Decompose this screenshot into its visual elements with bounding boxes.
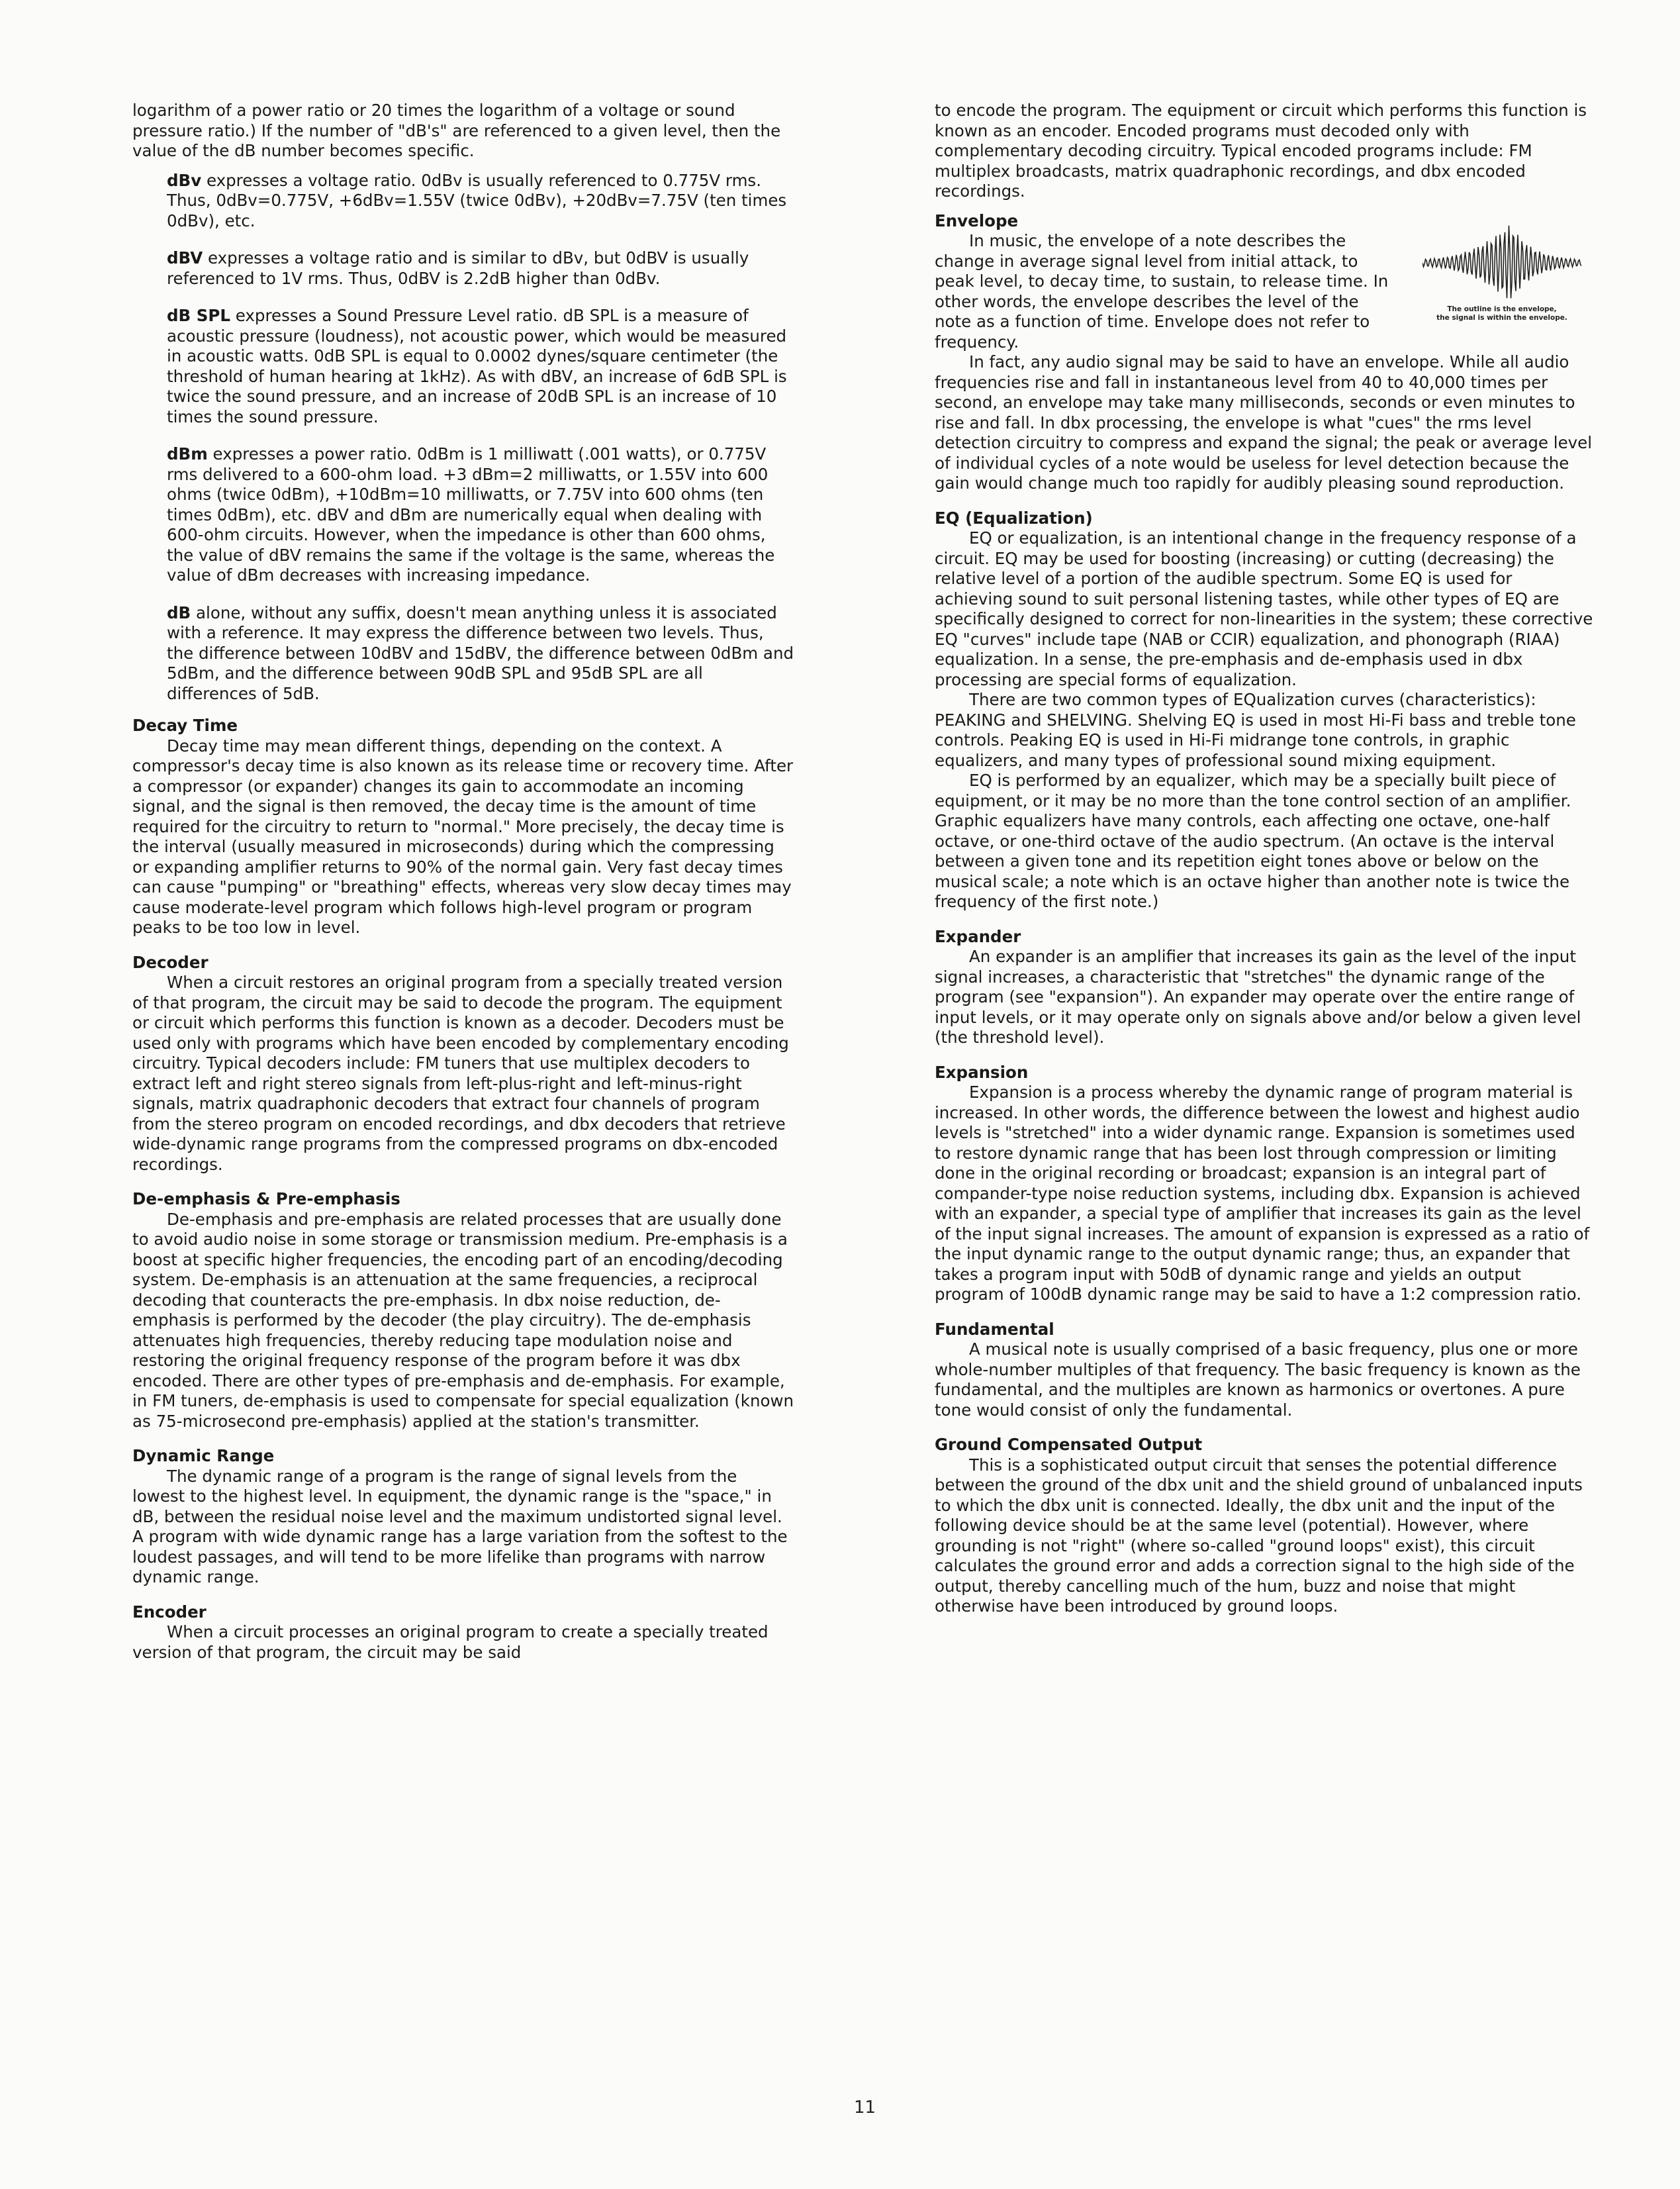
- right-column: [935, 101, 1595, 1631]
- entry-expander: [935, 927, 1595, 1048]
- entry-heading: Envelope: [935, 211, 1019, 230]
- entry-paragraph: The dynamic range of a program is the range of signal levels from the lowest to the highest level. In equipment, the dynamic range is the "space," in dB, between the residual noise level and the maximum undistorted signal level. A program with wide dynamic range has a large variation from the softest to the loudest passages, and will tend to be more lifelike than programs with narrow dynamic range.: [132, 1466, 788, 1586]
- entry-paragraph: An expander is an amplifier that increases its gain as the level of the input signal increases, a characteristic that "stretches" the dynamic range of the program (see "expansion"). An expander may operate over the entire range of input levels, or it may operate only on signals above and/or below a given level (the threshold level).: [935, 947, 1581, 1047]
- entry-fundamental: [935, 1320, 1595, 1421]
- db-term-dbm: [167, 444, 794, 586]
- entry-paragraph: This is a sophisticated output circuit that senses the potential difference between the ground of the dbx unit and the shield ground of unbalanced inputs to which the dbx unit is connected. Ideally, the dbx unit and the input of the following device should be at the same level (potential). However, where grounding is not "right" (where so-called "ground loops" exist), this circuit calculates the ground error and adds a correction signal to the high side of the output, thereby cancelling much of the hum, buzz and noise that might otherwise have been introduced by ground loops.: [935, 1455, 1583, 1616]
- entry-paragraph: When a circuit processes an original program to create a specially treated version of that program, the circuit may be said: [132, 1622, 769, 1662]
- term-label: dB: [167, 603, 191, 622]
- entry-heading: Fundamental: [935, 1319, 1054, 1339]
- entry-paragraph: De-emphasis and pre-emphasis are related processes that are usually done to avoid audio noise in some storage or transmission medium. Pre-emphasis is a boost at specific higher frequencies, the encoding part of an encoding/decoding system. De-emphasis is an attenuation at the same frequencies, a reciprocal decoding that counteracts the pre-emphasis. In dbx noise reduction, de-emphasis is performed by the decoder (the play circuitry). The de-emphasis attenuates high frequencies, thereby reducing tape modulation noise and restoring the original frequency response of the program before it was dbx encoded. There are other types of pre-emphasis and de-emphasis. For example, in FM tuners, de-emphasis is used to compensate for special equalization (known as 75-microsecond pre-emphasis) applied at the station's transmitter.: [132, 1209, 794, 1431]
- intro-paragraph: logarithm of a power ratio or 20 times the logarithm of a voltage or sound pressure ratio.) If the number of "dB's" are referenced to a given level, then the value of the dB number becomes specific.: [132, 101, 781, 160]
- entry-heading: EQ (Equalization): [935, 508, 1093, 528]
- entry-paragraph: In music, the envelope of a note describes the change in average signal level from initial attack, to peak level, to decay time, to sustain, to release time. In other words, the envelope describes the level of the note as a function of time. Envelope does not refer to frequency.: [935, 231, 1389, 352]
- term-text: expresses a power ratio. 0dBm is 1 milliwatt (.001 watts), or 0.775V rms delivered to a 600-ohm load. +3 dBm=2 milliwatts, or 1.55V into 600 ohms (twice 0dBm), +10dBm=10 milliwatts, or 7.75V into 600 ohms (ten times 0dBm), etc. dBV and dBm are numerically equal when dealing with 600-ohm circuits. However, when the impedance is other than 600 ohms, the value of dBV remains the same if the voltage is the same, whereas the value of dBm decreases with increasing impedance.: [167, 444, 775, 585]
- entry-paragraph: EQ or equalization, is an intentional change in the frequency response of a circuit. EQ may be used for boosting (increasing) or cutting (decreasing) the relative level of a portion of the audible spectrum. Some EQ is used for achieving sound to suit personal listening tastes, while other types of EQ are specifically designed to correct for non-linearities in the system; these corrective EQ "curves" include tape (NAB or CCIR) equalization, and phonograph (RIAA) equalization. In a sense, the pre-emphasis and de-emphasis used in dbx processing are special forms of equalization.: [935, 528, 1593, 689]
- term-text: expresses a Sound Pressure Level ratio. dB SPL is a measure of acoustic pressure (loudness), not acoustic power, which would be measured in acoustic watts. 0dB SPL is equal to 0.0002 dynes/square centimeter (the threshold of human hearing at 1kHz). As with dBV, an increase of 6dB SPL is twice the sound pressure, and an increase of 20dB SPL is an increase of 10 times the sound pressure.: [167, 306, 787, 426]
- envelope-waveform-illustration: [1423, 223, 1581, 303]
- term-label: dBv: [167, 170, 202, 190]
- entry-eq: [935, 509, 1595, 912]
- entry-paragraph: Decay time may mean different things, depending on the context. A compressor's decay time is also known as its release time or recovery time. After a compressor (or expander) changes its gain to accommodate an incoming signal, and the signal is then removed, the decay time is the amount of time required for the circuitry to return to "normal." More precisely, the decay time is the interval (usually measured in microseconds) during which the compressing or expanding amplifier returns to 90% of the normal gain. Very fast decay times can cause "pumping" or "breathing" effects, whereas very slow decay times may cause moderate-level program which follows high-level program or program peaks to be too low in level.: [132, 736, 794, 937]
- envelope-figure: [1409, 223, 1595, 322]
- term-text: alone, without any suffix, doesn't mean anything unless it is associated with a reference. It may express the difference between two levels. Thus, the difference between 10dBV and 15dBV, the difference between 0dBm and 5dBm, and the difference between 90dB SPL and 95dB SPL are all differences of 5dB.: [167, 603, 794, 703]
- entry-paragraph: Expansion is a process whereby the dynamic range of program material is increased. In other words, the difference between the lowest and highest audio levels is "stretched" into a wider dynamic range. Expansion is sometimes used to restore dynamic range that has been lost through compression or limiting done in the original recording or broadcast; expansion is an integral part of compander-type noise reduction systems, including dbx. Expansion is achieved with an expander, a special type of amplifier that increases its gain as the level of the input signal increases. The amount of expansion is expressed as a ratio of the input dynamic range to the output dynamic range; thus, an expander that takes a program input with 50dB of dynamic range and yields an output program of 100dB dynamic range may be said to have a 1:2 compression ratio.: [935, 1083, 1590, 1304]
- entry-heading: Decoder: [132, 952, 209, 972]
- left-column: [132, 101, 794, 1677]
- entry-heading: Expansion: [935, 1062, 1029, 1082]
- entry-heading: Encoder: [132, 1602, 207, 1622]
- term-label: dBV: [167, 248, 203, 268]
- page-number: 11: [854, 2098, 876, 2117]
- entry-paragraph: There are two common types of EQualization curves (characteristics): PEAKING and SHELVING. Shelving EQ is used in most Hi-Fi bass and treble tone controls. Peaking EQ is used in Hi-Fi midrange tone controls, in graphic equalizers, and many types of professional sound mixing equipment.: [935, 690, 1576, 770]
- term-text: expresses a voltage ratio. 0dBv is usually referenced to 0.775V rms. Thus, 0dBv=0.775V, +6dBv=1.55V (twice 0dBv), +20dBv=7.75V (ten times 0dBv), etc.: [167, 170, 787, 230]
- entry-heading: Ground Compensated Output: [935, 1435, 1203, 1454]
- entry-envelope: [935, 211, 1595, 494]
- envelope-caption-line: The outline is the envelope,: [1447, 305, 1557, 313]
- entry-heading: Decay Time: [132, 716, 238, 735]
- entry-heading: De-emphasis & Pre-emphasis: [132, 1189, 400, 1208]
- entry-paragraph: EQ is performed by an equalizer, which may be a specially built piece of equipment, or it may be no more than the tone control section of an amplifier. Graphic equalizers have many controls, each affecting one octave, one-half octave, or one-third octave of the audio spectrum. (An octave is the interval between a given tone and its repetition eight tones above or below on the musical scale; a note which is an octave higher than another note is twice the frequency of the first note.): [935, 771, 1571, 911]
- entry-ground-compensated-output: [935, 1435, 1595, 1617]
- entry-heading: Dynamic Range: [132, 1446, 275, 1465]
- entry-decoder: [132, 953, 794, 1175]
- term-label: dBm: [167, 444, 208, 463]
- entry-encoder: [132, 1602, 794, 1663]
- envelope-signal-wave: [1423, 226, 1581, 299]
- entry-paragraph: When a circuit restores an original program from a specially treated version of that program, the circuit may be said to decode the program. The equipment or circuit which performs this function is known as a decoder. Decoders must be used only with programs which have been encoded by complementary encoding circuitry. Typical decoders include: FM tuners that use multiplex decoders to extract left and right stereo signals from left-plus-right and left-minus-right signals, matrix quadraphonic decoders that extract four channels of program from the stereo program on encoded recordings, and dbx decoders that retrieve wide-dynamic range programs from the compressed programs on dbx-encoded recordings.: [132, 973, 789, 1174]
- db-term-dbv: [167, 171, 794, 232]
- entry-heading: Expander: [935, 926, 1021, 946]
- envelope-caption-line: the signal is within the envelope.: [1436, 314, 1567, 322]
- entry-paragraph: In fact, any audio signal may be said to have an envelope. While all audio frequencies rise and fall in instantaneous level from 40 to 40,000 times per second, an envelope may take many milliseconds, seconds or even minutes to rise and fall. In dbx processing, the envelope is what "cues" the rms level detection circuitry to compress and expand the signal; the peak or average level of individual cycles of a note would be useless for level detection because the gain would change much too rapidly for audibly pleasing sound reproduction.: [935, 352, 1593, 493]
- db-term-dbV-upper: [167, 248, 794, 289]
- entry-paragraph: A musical note is usually comprised of a basic frequency, plus one or more whole-number multiples of that frequency. The basic frequency is known as the fundamental, and the multiples are known as harmonics or overtones. A pure tone would consist of only the fundamental.: [935, 1339, 1581, 1420]
- entry-expansion: [935, 1063, 1595, 1305]
- db-term-dbspl: [167, 306, 794, 427]
- db-term-db: [167, 603, 794, 705]
- entry-dynamic-range: [132, 1446, 794, 1588]
- envelope-caption: [1409, 305, 1595, 322]
- encoder-continuation: to encode the program. The equipment or circuit which performs this function is known as an encoder. Encoded programs must decoded only with complementary decoding circuitry. Typical encoded programs include: FM multiplex broadcasts, matrix quadraphonic recordings, and dbx encoded recordings.: [935, 101, 1587, 201]
- entry-de-emphasis: [132, 1189, 794, 1432]
- entry-decay-time: [132, 716, 794, 938]
- term-text: expresses a voltage ratio and is similar to dBv, but 0dBV is usually referenced to 1V rms. Thus, 0dBV is 2.2dB higher than 0dBv.: [167, 248, 749, 288]
- term-label: dB SPL: [167, 306, 230, 325]
